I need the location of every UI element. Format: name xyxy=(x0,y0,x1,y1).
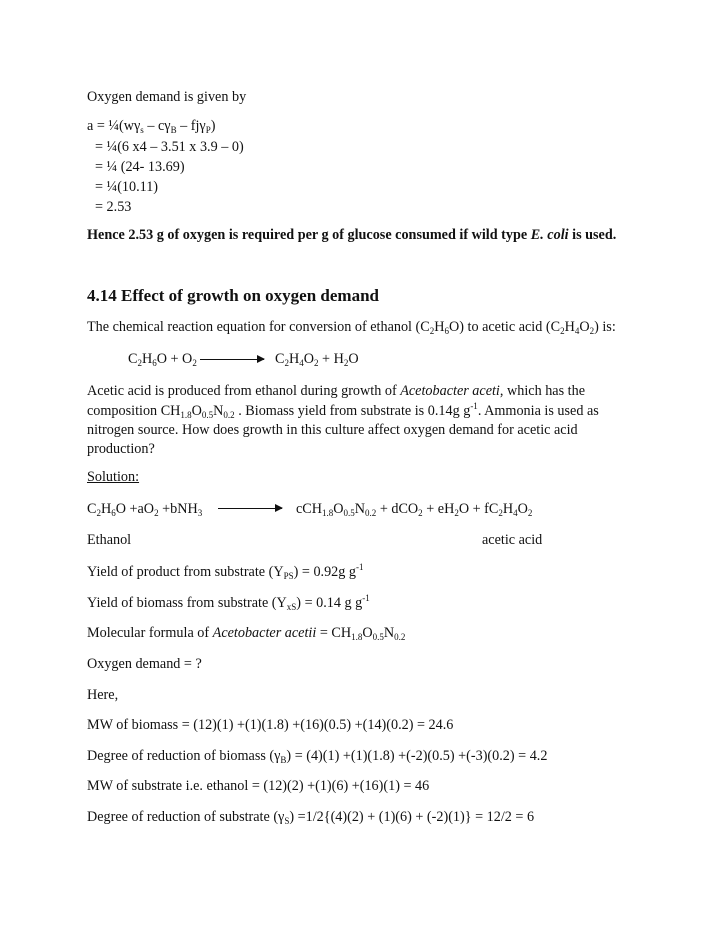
solution-equation-right: $cCH_{1.8}O_{0.5}N_{0.2} + dCO_2 + eH_2O + fC_2H_4O_2$ xyxy=(296,501,533,518)
acetic-acid-label: acetic acid xyxy=(482,532,543,548)
here-label: Here, xyxy=(87,687,119,703)
mw-biomass: MW of biomass = (12)(1) +(1)(1.8) +(16)(0.5) +(14)(0.2) = 24.6 xyxy=(87,717,454,733)
ethanol-label: Ethanol xyxy=(87,532,132,548)
solution-label: Solution: xyxy=(87,469,140,485)
problem-line: production? xyxy=(87,441,155,457)
reaction-left: $C_2H_6O + O_2$ xyxy=(128,351,197,368)
conclusion: Hence 2.53 g of oxygen is required per g of glucose consumed if wild type E. coli is used. xyxy=(87,227,617,243)
mw-substrate: MW of substrate i.e. ethanol = (12)(2) +(1)(6) +(16)(1) = 46 xyxy=(87,778,430,794)
reaction-arrow xyxy=(200,359,264,360)
oxygen-demand-question: Oxygen demand = ? xyxy=(87,656,202,672)
yield-product: Yield of product from substrate $(Y_{PS}) = 0.92g$ $g^{-1}$ xyxy=(87,562,364,581)
dor-biomass: Degree of reduction of biomass $(\gamma_B) = (4)(1) +(1)(1.8) +(-2)(0.5) +(-3)(0.2) = 4.2$ xyxy=(87,748,548,765)
calc-step: = ¼ (24- 13.69) xyxy=(95,159,185,175)
calc-step: = ¼(6 x4 – 3.51 x 3.9 – 0) xyxy=(95,139,244,155)
solution-arrow xyxy=(218,508,282,509)
calc-step: = ¼(10.11) xyxy=(95,179,159,195)
calc-step: = 2.53 xyxy=(95,199,132,215)
yield-biomass: Yield of biomass from substrate $(Y_{xS}) = 0.14$ g $g^{-1}$ xyxy=(87,593,370,612)
reaction-intro: The chemical reaction equation for conversion of ethanol $(C_2H_6O)$ to acetic acid $(C_2H_4O_2)$ is: xyxy=(87,319,616,336)
problem-line: composition $CH_{1.8}O_{0.5}N_{0.2}$ . Biomass yield from substrate is 0.14g $g^{-1}$. Ammonia is used as xyxy=(87,401,599,420)
oxygen-demand-equation: $a = \frac{1}{4}(w\gamma_s - c\gamma_B - fj\gamma_P)$ xyxy=(87,118,216,135)
problem-line: nitrogen source. How does growth in this culture affect oxygen demand for acetic acid xyxy=(87,422,578,438)
dor-substrate: Degree of reduction of substrate $(\gamma_S) =1/2\{(4)(2) + (1)(6) + (-2)(1)\} = 12/2 = 6$ xyxy=(87,809,535,826)
solution-equation-left: $C_2H_6O +aO_2 +bNH_3$ xyxy=(87,501,203,518)
molecular-formula: Molecular formula of Acetobacter acetii = $CH_{1.8}O_{0.5}N_{0.2}$ xyxy=(87,625,406,642)
section-heading: 4.14 Effect of growth on oxygen demand xyxy=(87,286,379,305)
reaction-right: $C_2H_4O_2 + H_2O$ xyxy=(275,351,359,368)
problem-line: Acetic acid is produced from ethanol during growth of Acetobacter aceti, which has the xyxy=(87,383,585,399)
intro-line: Oxygen demand is given by xyxy=(87,89,247,105)
